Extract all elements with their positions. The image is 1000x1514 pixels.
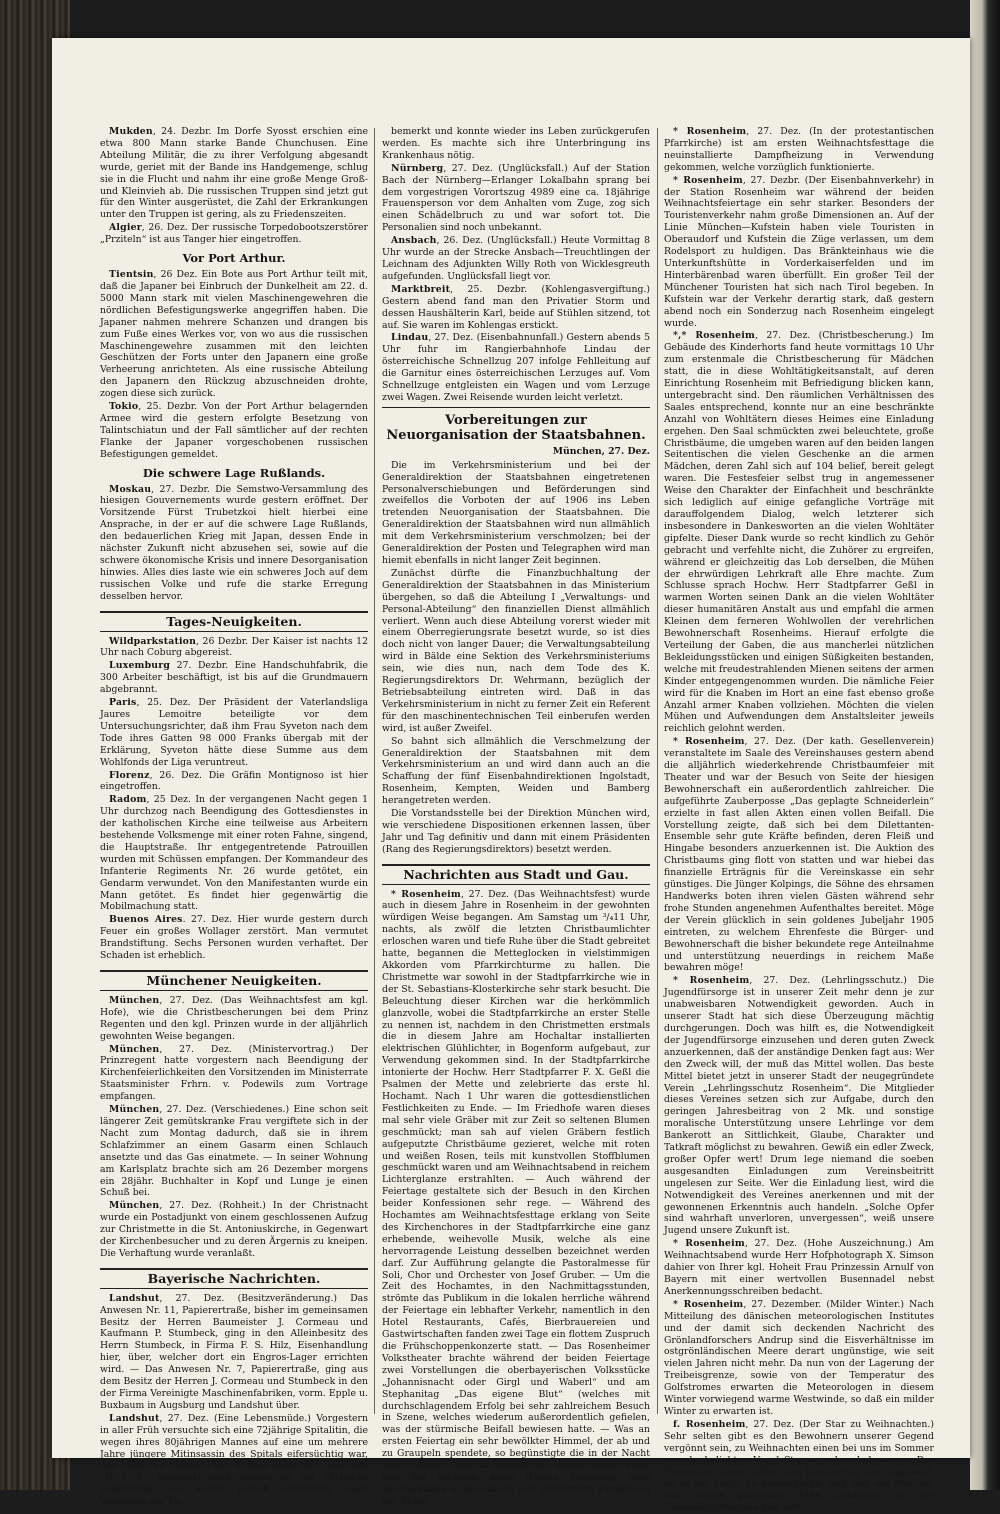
article-text: , 27. Dez. (Eisenbahnunfall.) Gestern abends 5 Uhr fuhr im Rangierbahnhofe Lindau der österreichische Schnellzug 207 infolge Fehlleitung auf die Garnitur eines österreichischen Lerzuges auf. Vom Schnellzuge entgleisten ein Wagen und vom Lerzuge zwei Wagen. Zwei Reisende wurden leicht verletzt. [382, 332, 650, 403]
dateline-place: * Rosenheim [391, 888, 461, 900]
article-dateline: München, 27. Dez. [552, 445, 650, 457]
scan-right-edge [970, 0, 1000, 1490]
article-text: , 27. Dez. (Lehrlingsschutz.) Die Jugendfürsorge ist in unserer Zeit mehr denn je zur unabweisbaren Notwendigkeit geworden. Auch in unserer Stadt hat sich diese Überzeugung mächtig durchgerungen. Doch was hilft es, die Notwendigkeit der Jugendfürsorge einzusehen und deren guten Zweck anzuerkennen, daß der anständige Denken fagt aus: Wer den Zweck will, der muß das Mittel wollen. Das beste Mittel bietet jetzt in unserer Stadt der neugegründete Verein „Lehrlingsschutz Rosenheim“. Die Mitglieder dieses Vereines setzen sich zur Aufgabe, durch den geringen Jahresbeitrag von 2 Mk. und sonstige moralische Unterstützung unsere Lehrlinge vor dem Bankerott an Sittlichkeit, Glaube, Charakter und Tatkraft möglichst zu bewahren. Gewiß ein edler Zweck, großer Opfer wert! Drum lege niemand die soeben ausgesandten Einladungen zum Vereinsbeitritt ungelesen zur Seite. Wer die Einladung liest, wird die Notwendigkeit des Vereines anerkennen und mit der gewonnenen Erkenntnis auch handeln. „Solche Opfer sind wahrhaft unverloren, unvergessen“, weiß unsere Jugend unsere Zukunft ist. [664, 975, 934, 1237]
article-text: , 27. Dez. (Das Weihnachtsfest) wurde auch in diesem Jahre in Rosenheim in der gewohnten würdigen Weise begangen. Am Samstag um ³/₄11 Uhr, nachts, als zwölf die letzten Christbaumlichter erloschen waren und tiefe Ruhe über die Stadt gebreitet hatte, begannen die Metteglocken in vielstimmigen Akkorden vom Pfarrkirchturme zu hallen. Die Christmette war sowohl in der Stadtpfarrkirche wie in der St. Sebastians-Klosterkirche sehr stark besucht. Die Beleuchtung dieser Kirchen war die herkömmlich glanzvolle, wobei die Stadtpfarrkirche an erster Stelle zu nennen ist, nachdem in den Christmetten erstmals die in diesem Jahre am Hochaltar installierten elektrischen Glühlichter, in Bogenform aufgebaut, zur Verwendung gekommen sind. In der Stadtpfarrkirche intonierte der Hochw. Herr Stadtpfarrer F. X. Geßl die Psalmen der Mette und zelebrierte das erste hl. Hochamt. Nach 1 Uhr waren die gottesdienstlichen Festlichkeiten zu Ende. — Im Friedhofe waren dieses mal sehr viele Gräber mit zur Zeit so seltenen Blumen geschmückt; man sah auf vielen Gräbern festlich aufgeputzte Christbäume gezieret, welche mit roten und weißen Rosen, teils mit kunstvollen Stoffblumen geschmückt waren und am Weihnachtsabend in reichem Lichterglanze erstrahlten. — Auch während der Feiertage gestaltete sich der Besuch in den Kirchen beider Konfessionen sehr rege. — Während des Hochamtes am Weihnachtsfesttage erklang von Seite des Kirchenchores in der Stadtpfarrkirche eine ganz erhebende, weihevolle Musik, welche als eine hervorragende Leistung desselben bezeichnet werden darf. Zur Aufführung gelangte die Pastoralmesse für Soli, Chor und Orchester von Josef Gruber. — Um die Zeit des Hochamtes, in den Nachmittagsstunden, strömte das Publikum in die lokalen herrliche während der Feiertage ein lebhafter Verkehr, namentlich in den Hotel Restaurants, Cafés, Bierbrauereien und Gastwirtschaften fanden zwei Tage ein flottem Zuspruch die Frühschoppenkonzerte statt. — Das Rosenheimer Volkstheater brachte während der beiden Feiertage zwei Vorstellungen die oberbayerischen Volksstücke „Johannisnacht oder Girgl und Waberl“ und am Stephanitag „Das eigene Blut“ (welches mit durchschlagendem Erfolg bei sehr zahlreichem Besuch in Szene, welches wiederum außerordentlich gefielen, was der stürmische Beifall bewiesen hatte. — Was an ersten Feiertag ein sehr bewölkter Himmel, der ab und zu Graupeln spendete, so begünstigte die in der Nacht zum zweiten Weihnachtsfeiertage eingetretene Frost und der folgende klare frische Wintertag viele Spaziergänge in die nähere und entferntere Umgebung der Stadt. [382, 888, 650, 1507]
article-paragraph [382, 889, 650, 1508]
article-text: , 26 Dezbr. Der Kaiser ist nachts 12 Uhr nach Coburg abgereist. [100, 635, 368, 659]
department-heading: Münchener Neuigkeiten. [100, 970, 368, 991]
article-paragraph [100, 770, 368, 794]
article-paragraph [664, 175, 934, 330]
article-paragraph [382, 163, 650, 234]
article-text: , 27. Dez. (Hohe Auszeichnung.) Am Weihnachtsabend wurde Herr Hofphotograph X. Simson dahier von Ihrer kgl. Hoheit Frau Prinzessin Arnulf von Bayern mit einer wertvollen Busennadel nebst Anerkennungsschreiben bedacht. [664, 1238, 934, 1297]
article-paragraph [382, 808, 650, 856]
article-text: 27. Dezbr. Eine Handschuhfabrik, die 300 Arbeiter beschäftigt, ist bis auf die Grundmauern abgebrannt. [100, 660, 368, 696]
dateline-place: Moskau [109, 483, 152, 495]
section-heading: Vorbereitungen zur Neuorganisation der Staatsbahnen. [386, 412, 646, 443]
article-text: , 27. Dez. (Besitzveränderung.) Das Anwesen Nr. 11, Papierertraße, bisher im gemeinsamen Besitz der Herren Baumeister J. Cormeau und Kaufmann P. Stumbeck, ging in den Alleinbesitz des Herrn Stumbeck, in Firma F. S. Hilz, Eisenhandlung hier, über, welcher dort ein Engros-Lager errichten wird. — Das Anwesen Nr. 7, Papierertraße, ging aus dem Besitz der Herren J. Cormeau und Stumbeck in den der Firma Vereinigte Maschinenfabriken, vorm. Epple u. Buxbaum in Augsburg und Landshut über. [100, 1292, 368, 1411]
dateline-place: Radom [109, 794, 147, 806]
article-text: , 25. Dezbr. Von der Port Arthur belagernden Armee wird die gestern erfolgte Besetzung von Talintschiatun und der Fall sämtlicher auf der rechten Flanke der Japaner vorgeschobenen russischen Befestigungen gemeldet. [100, 401, 368, 460]
article-text: , 25. Dez. Der Präsident der Vaterlandsliga Jaures Lemoitre beteiligte vor dem Untersuchungsrichter, daß ihm Frau Syveton nach dem Tode ihres Gatten 98 000 Franks übergab mit der Erklärung, Syveton hätte diese Summe aus dem Wohlfonds der Liga veruntreut. [100, 697, 368, 768]
article-text: , 27. Dez. (Verschiedenes.) Eine schon seit längerer Zeit gemütskranke Frau vergiftete sich in der Nacht zum Montag dadurch, daß sie in ihrem Schlafzimmer an einem Gasarm einen Schlauch ansetzte und das Gas einatmete. — In seiner Wohnung am Karlsplatz brachte sich am 26 Dezember morgens ein 28jähr. Buchhalter in Kopf und Lunge je einen Schuß bei. [100, 1104, 368, 1199]
dateline-place: Marktbreit [391, 283, 451, 295]
column-rule [657, 128, 658, 1414]
article-paragraph [664, 1238, 934, 1298]
article-paragraph [382, 235, 650, 283]
article-paragraph [664, 1419, 934, 1514]
divider [382, 407, 650, 408]
department-heading: Tages-Neuigkeiten. [100, 611, 368, 632]
section-heading: Vor Port Arthur. [182, 251, 286, 266]
article-paragraph [100, 484, 368, 603]
article-text: Die im Verkehrsministerium und bei der Generaldirektion der Staatsbahnen eingetretenen Personalverschiebungen und Beförderungen sind zweifellos die Vorboten der auf 1906 ins Leben tretenden Neuorganisation der Staatsbahnen. Die Generaldirektion der Staatsbahnen wird nun allmählich mit dem Verkehrsministerium verschmolzen; bei der Generaldirektion der Posten und Telegraphen wird man hiemit ebenfalls in nicht langer Zeit beginnen. [382, 459, 650, 566]
article-paragraph [100, 697, 368, 768]
article-paragraph [664, 736, 934, 974]
article-text: bemerkt und konnte wieder ins Leben zurückgerufen werden. Es machte sich ihre Unterbringung ins Krankenhaus nötig. [382, 126, 650, 161]
dateline-place: Landshut [109, 1412, 160, 1424]
article-paragraph [100, 1044, 368, 1104]
article-paragraph [382, 332, 650, 403]
article-paragraph [664, 1299, 934, 1418]
dateline-place: Mukden [109, 126, 153, 137]
dateline-place: München [109, 1043, 160, 1055]
dateline-place: Lindau [391, 332, 429, 344]
article-text: , 27. Dez. (Der kath. Gesellenverein) veranstaltete im Saale des Vereinshauses gestern abend die alljährlich wiederkehrende Christbaumfeier mit Theater und war der Besuch von Seite der hiesigen Bewohnerschaft ein außerordentlich zahlreicher. Die aufgeführte Zauberposse „Das geplagte Schneiderlein“ erzielte in fast allen Akten einen vollen Beifall. Die Vorstellung zeigte, daß sich bei dem Dilettanten-Ensemble sehr gute Kräfte befinden, deren Fleiß und Hingabe besonders anzuerkennen ist. Die Auktion des Christbaums ging flott von statten und war hiebei das finanzielle Erträgnis für die Vereinskasse ein sehr günstiges. Die Jünger Kolpings, die Söhne des ehrsamen Handwerks boten ihren vielen Gästen während sehr frohe Stunden angenehmen Aufenthaltes bereitet. Möge der Verein glücklich in sein goldenes Jubeljahr 1905 eintreten, zu welchem Ehrenfeste die Bürger- und Bewohnerschaft die bisher bekundete rege Anteilnahme und unterstützung neuerdings in reichem Maße bewahren möge! [664, 736, 934, 974]
article-paragraph [100, 1293, 368, 1412]
article-paragraph [100, 401, 368, 461]
article-text: Zunächst dürfte die Finanzbuchhaltung der Generaldirektion der Staatsbahnen in das Ministerium übergehen, so daß die Abteilung I „Verwaltungs- und Personal-Abteilung“ den finanziellen Dienst allmählich verliert. Wenn auch diese Abteilung vorerst wieder mit einem Oberregierungsrate besetzt wurde, so ist dies doch nicht von langer Dauer; die Verwaltungsabteilung wird in Bälde eine Sektion des Verkehrsministeriums sein, wie dies nun, nach dem Tode des K. Regierungsdirektors Dr. Wehrmann, bezüglich der Betriebsabteilung eintreten wird. Daß in das Verkehrsministerium in nicht zu ferner Zeit ein Referent für den maschinentechnischen Teil einberufen werden wird, ist außer Zweifel. [382, 567, 650, 734]
article-text: , 27. Dezember. (Milder Winter.) Nach Mitteilung des dänischen meteorologischen Institutes und der damit sich deckenden Nachricht des Grönlandforschers Andrup sind die Eisverhältnisse im ostgrönländischen Meere derart ungünstige, wie seit vielen Jahren nicht mehr. Da nun von der Lagerung der Treibeisgrenze, sowie von der Temperatur des Golfstromes erwarten die Meteorologen in diesem Winter vorwiegend warme Westwinde, so daß ein milder Winter zu erwarten ist. [664, 1298, 934, 1417]
article-text: . 27. Dez. Hier wurde gestern durch Feuer ein großes Wollager zerstört. Man vermutet Brandstiftung. Sechs Personen wurden verhaftet. Der Schaden ist erheblich. [100, 914, 369, 962]
dateline-place: Landshut [109, 1292, 160, 1304]
article-text: , 27. Dez. (Unglücksfall.) Auf der Station Bach der Nürnberg—Erlanger Lokalbahn sprang bei dem vorgestrigen Vorortszug 4989 eine ca. 18jährige Frauensperson vor dem Anhalten vom Zuge, zog sich einen Schädelbruch zu und war sofort tot. Die Personalien sind noch unbekannt. [382, 162, 650, 234]
article-text: , 27. Dez. (Ministervortrag.) Der Prinzregent hatte vorgestern nach Beendigung der Kirchenfeierlichkeiten den Vorsitzenden im Ministerrate Staatsminister Frhrn. v. Podewils zum Vortrage empfangen. [100, 1043, 368, 1103]
article-paragraph [664, 126, 934, 174]
article-paragraph [382, 460, 650, 567]
article-paragraph [100, 1200, 368, 1260]
article-text: , 26. Dez. Der russische Torpedobootszerstörer „Prziteln“ ist aus Tanger hier eingetroffen. [100, 222, 368, 246]
article-paragraph [100, 126, 368, 221]
article-text: , 27. Dez. (Das Weihnachtsfest am kgl. Hofe), wie die Christbescherungen bei dem Prinz Regenten und den kgl. Prinzen wurde in der alljährlich gewohnten Weise begangen. [100, 994, 368, 1042]
article-paragraph [100, 1413, 368, 1508]
column-2 [382, 126, 650, 1507]
article-paragraph [382, 284, 650, 332]
dateline-place: Tientsin [109, 269, 154, 281]
article-text: , 27. Dez. (Christbescherung.) Im Gebäude des Kinderhorts fand heute vormittags 10 Uhr zum erstenmale die Christbescherung für Mädchen statt, die in diese Wohltätigkeitsanstalt, auf deren Einrichtung Rosenheim mit Befriedigung blicken kann, untergebracht sind. Den räumlichen Verhältnissen des Saales entsprechend, konnte nur an eine beschränkte Anzahl von Wohltätern dieses Heimes eine Einladung ergehen. Den Saal schmückten zwei beleuchtete, große Christbäume, die umgeben waren auf den beiden langen Seitentischen die vielen Geschenke an die armen Mädchen, deren Zahl sich auf 104 belief, bereit gelegt waren. Die Festesfeier selbst trug in angemessener Weise den Charakter der Einfachheit und beschränkte sich lediglich auf einige gefangliche Vorträge mit darauffolgendem Dialog, welch letzterer sich insbesondere in Dankesworten an die vielen Wohltäter gipfelte. Dieser Dank wurde so recht kindlich zu Gehör gebracht und verfehlte nicht, die Zuhörer zu ergreifen, während er gleichzeitig das Lob derselben, die Mühen der ehrwürdigen Lehrkraft alle Ehre machte. Zum Schlusse sprach Hochw. Herr Stadtpfarrer Geßl in warmen Worten seinen Dank an die vielen Wohltäter dieser humanitären Anstalt aus und empfahl die armen Kleinen dem ferneren Wohlwollen der verehrlichen Bewohnerschaft Rosenheims. Hierauf erfolgte die Verteilung der Gaben, die aus mancherlei nützlichen Bekleidungsstücken und einigen Süßigkeiten bestanden, welche mit freudestrahlenden Mienen seitens der armen Kinder entgegengenommen wurden. Die nämliche Feier wird für die Knaben im Hort an eine fast ebenso große Anzahl armer Knaben vollziehen. Möchten die vielen Mühen und Aufwendungen dem Anstaltsleiter jeweils reichlich gelohnt werden. [664, 330, 934, 735]
dateline-place: f. Rosenheim [673, 1418, 746, 1430]
section-heading: Die schwere Lage Rußlands. [142, 465, 326, 480]
article-text: , 26. Dez. Die Gräfin Montignoso ist hier eingetroffen. [100, 769, 368, 793]
article-paragraph [100, 995, 368, 1043]
dateline-place: * Rosenheim [673, 736, 745, 748]
dateline-place: München [109, 1104, 160, 1116]
article-paragraph [100, 269, 368, 400]
dateline-place: * Rosenheim [673, 975, 750, 987]
article-text: , 27. Dez. (Der Star zu Weihnachten.) Sehr selten gibt es den Bewohnern unserer Gegend vergönnt sein, zu Weihnachten einen bei uns im Sommer so sehr beliebten Vogel Star zu sehen bekommen. Der Einsender dieser Zeilen, ein Beobachter der Vogelwelt, ist in der Lage, zu konstatieren, daß sich ein Star bei sehr schön gelegenen Villa „Jahnweh“ in der Gabelsbergerstraße hier satt [664, 1418, 935, 1514]
dateline-place: Tokio [109, 401, 139, 413]
article-text: , 27. Dez. (Eine Lebensmüde.) Vorgestern in aller Früh versuchte sich eine 72jährige Spitalitin, die wegen ihres 80jährigen Mannes auf eine um mehrere Jahre jüngere Mitinsassin des Spitals eifersüchtig war, das Leben zu nehmen. Die Armste hatte sich, wie dem „N. f. B.“ gemeldet wird, bereits an der Türklinke aufgehängt; sie wurde jedoch rechtzeitig nach Verübung der Tat [100, 1412, 368, 1508]
dateline-place: * Rosenheim [673, 174, 743, 186]
column-rule [374, 128, 375, 1414]
article-text: Die Vorstandsstelle bei der Direktion München wird, wie verschiedene Dispositionen erkennen lassen, über Jahr und Tag definitiv und dann mit einem Präsidenten (Rang des Regierungsdirektors) besetzt werden. [382, 808, 650, 855]
dateline-place: *,* Rosenheim [673, 330, 756, 342]
dateline-place: * Rosenheim [673, 126, 747, 137]
dateline-place: München [109, 994, 160, 1006]
article-paragraph [382, 126, 650, 162]
article-text: , 27. Dezbr. Die Semstwo-Versammlung des hiesigen Gouvernements wurde gestern eröffnet. Der Vorsitzende Fürst Trubetzkoi hielt hierbei eine Ansprache, in der er auf die schwere Lage Rußlands, den bedauerlichen Krieg mit Japan, dessen Ende in nächster Zukunft nicht abzusehen sei, sowie auf die schwere ökonomische Krisis und innere Desorganisation hinwies. Alles dies laste wie ein schweres Joch auf dem russischen Volke und rufe die starke Erregung desselben hervor. [100, 483, 368, 602]
dateline-place: Luxemburg [109, 660, 171, 672]
article-paragraph [100, 660, 368, 696]
article-paragraph [100, 636, 368, 660]
article-paragraph [100, 914, 368, 962]
dateline-place: Ansbach [391, 235, 437, 247]
dateline-place: Buenos Aires [109, 914, 183, 926]
dateline-place: Algier [109, 222, 142, 234]
article-paragraph [382, 736, 650, 807]
article-paragraph [100, 794, 368, 913]
article-text: , 27. Dezbr. (Der Eisenbahnverkehr) in der Station Rosenheim war während der beiden Weihnachtsfeiertage ein sehr starker. Besonders der Touristenverkehr nahm große Dimensionen an. Auf der Linie München—Kufstein haben viele Touristen in Oberaudorf und Kufstein die Züge verlassen, um dem Rodelsport zu huldigen. Das Bränkteinhaus wie die Unterkunftshütte in Vorderkaiserfelden und im Hinterbärenbad waren überfüllt. Ein großer Teil der Münchener Touristen hat sich nach Tirol begeben. In Kufstein war der Verkehr derartig stark, daß gestern abend noch ein Sonderzug nach Rosenheim eingelegt wurde. [664, 174, 934, 329]
article-text: , 25. Dezbr. (Kohlengasvergiftung.) Gestern abend fand man den Privatier Storm und dessen Haushälterin Karl, beide auf Stühlen sitzend, tot auf. Sie waren im Kohlengas erstickt. [382, 283, 650, 331]
article-text: , 27. Dez. (In der protestantischen Pfarrkirche) ist am ersten Weihnachtsfesttage die neuinstallierte Dampfheizung in Verwendung gekommen, welche vorzüglich funktionierte. [664, 126, 934, 173]
dateline-place: * Rosenheim [673, 1298, 744, 1310]
article-paragraph [100, 222, 368, 246]
dateline-place: Florenz [109, 769, 150, 781]
article-text: , 26. Dez. (Unglücksfall.) Heute Vormittag 8 Uhr wurde an der Strecke Ansbach—Treuchtlingen der Leichnam des Adjunkten Willy Roth von Wicklesgreuth aufgefunden. Unglücksfall liegt vor. [382, 235, 650, 282]
column-3 [664, 126, 935, 1514]
department-heading: Nachrichten aus Stadt und Gau. [382, 864, 650, 885]
dateline-place: Paris [109, 697, 137, 709]
article-text: , 24. Dezbr. Im Dorfe Syosst erschien eine etwa 800 Mann starke Bande Chunchusen. Eine Abteilung Militär, die zu ihrer Verfolgung abgesandt wurde, geriet mit der Bande ins Handgemenge, schlug sie in die Flucht und nahm ihr eine große Menge Groß- und Kleinvieh ab. Die russischen Truppen sind jetzt gut für den Winter ausgerüstet, die Zahl der Erkrankungen unter den Truppen ist gering, als zu Friedenszeiten. [100, 126, 368, 221]
newspaper-page [52, 38, 970, 1514]
dateline-place: Nürnberg [391, 162, 444, 174]
article-paragraph [382, 568, 650, 735]
article-paragraph [664, 330, 934, 735]
article-paragraph [664, 975, 934, 1237]
article-text: , 27. Dez. (Rohheit.) In der Christnacht wurde ein Postadjunkt von einem geschlossenen Aufzug zur Christmette in die St. Antoniuskirche, in Gegenwart der Kirchenbesucher und zu deren Ärgernis zu kneipen. Die Verhaftung wurde veranlaßt. [100, 1200, 368, 1259]
article-text: , 25 Dez. In der vergangenen Nacht gegen 1 Uhr durchzog nach Beendigung des Gottesdienstes in der katholischen Kirche eine teilweise aus Arbeitern bestehende Volksmenge mit einer roten Fahne, singend, die Hauptstraße. Ihr entgegentretende Patrouillen wurden mit Schüssen empfangen. Der Kommandeur des Infanterie Regiments Nr. 26 wurde getötet, ein Gendarm verwundet. Von den Manifestanten wurde ein Mann getötet. Es findet hier gegenwärtig die Mobilmachung statt. [100, 794, 368, 913]
dateline-place: Wildparkstation [109, 635, 197, 647]
dateline-place: München [109, 1200, 160, 1212]
dateline-place: * Rosenheim [673, 1238, 745, 1250]
article-text: , 26 Dez. Ein Bote aus Port Arthur teilt mit, daß die Japaner bei Einbruch der Dunkelheit am 22. d. 5000 Mann stark mit vielen Maschinengewehren die nördlichen Befestigungswerke angegriffen haben. Die Japaner nahmen mehrere Schanzen und drangen bis zum Fuße eines Werkes vor, von wo aus die russischen Maschinengewehre zusammen mit den leichten Geschützen der Forts unter den Japanern eine große Verheerung anrichteten. Als eine russische Abteilung den Japanern den Rückzug abzuschneiden drohte, zogen diese sich zurück. [100, 269, 368, 400]
department-heading: Bayerische Nachrichten. [100, 1268, 368, 1289]
article-paragraph [100, 1104, 368, 1199]
column-1 [100, 126, 369, 1508]
article-text: So bahnt sich allmählich die Verschmelzung der Generaldirektion der Staatsbahnen mit dem Verkehrsministerium an und wird dann auch an die Schaffung der fünf Eisenbahndirektionen Ingolstadt, Rosenheim, Kempten, Weiden und Bamberg herangetreten werden. [382, 735, 650, 807]
